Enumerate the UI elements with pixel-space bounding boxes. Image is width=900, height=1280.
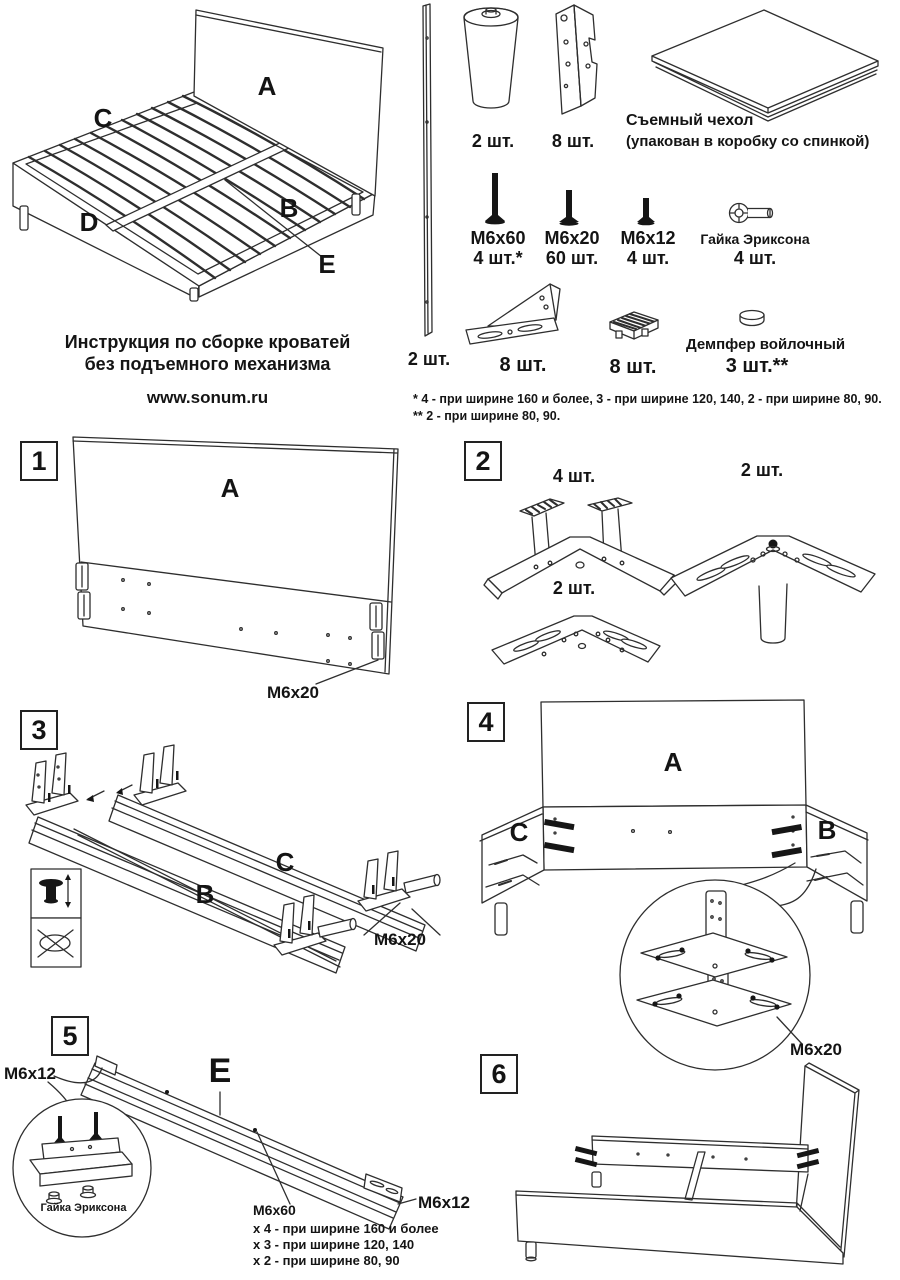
step2-plate-leg-drawing xyxy=(665,498,885,658)
step-3-number: 3 xyxy=(20,710,58,750)
page-title-line2: без подъемного механизма xyxy=(84,354,331,374)
step2-qty-top: 4 шт. xyxy=(552,466,596,486)
slat-strip-drawing xyxy=(414,2,440,344)
footnote-2: ** 2 - при ширине 80, 90. xyxy=(413,409,561,423)
overview-label-a: A xyxy=(257,71,277,101)
screw-m6x60-name: M6x60 xyxy=(470,228,526,248)
screw-m6x12-icon xyxy=(636,196,656,226)
cover-drawing xyxy=(646,4,884,126)
step1-label-a: A xyxy=(220,473,240,503)
screw-m6x60-icon xyxy=(483,171,507,227)
felt-damper-qty: 3 шт.** xyxy=(725,355,789,377)
overview-label-c: C xyxy=(93,103,113,133)
step5-note-line2: x 3 - при ширине 120, 140 xyxy=(253,1237,415,1252)
step3-screw-label: M6x20 xyxy=(374,930,426,949)
step4-label-a: A xyxy=(663,747,683,777)
step5-nut-label: Гайка Эриксона xyxy=(40,1202,127,1214)
step5-note-line3: x 2 - при ширине 80, 90 xyxy=(253,1253,400,1268)
screw-m6x20-icon xyxy=(558,188,580,227)
website-link: www.sonum.ru xyxy=(146,388,269,407)
mount-bracket-qty: 8 шт. xyxy=(499,354,547,376)
screw-m6x20-qty: 60 шт. xyxy=(545,248,599,268)
step1-screw-label: M6x20 xyxy=(267,683,319,702)
overview-label-d: D xyxy=(79,207,99,237)
erikson-nut-name: Гайка Эриксона xyxy=(700,231,810,247)
erikson-nut-icon xyxy=(728,202,776,224)
overview-bed-drawing xyxy=(0,0,412,308)
felt-damper-icon xyxy=(738,308,766,328)
step6-frame-drawing xyxy=(488,1048,888,1280)
step2-qty-bottom: 2 шт. xyxy=(552,578,596,598)
overview-label-e: E xyxy=(318,249,336,279)
screw-m6x12-qty: 4 шт. xyxy=(626,248,670,268)
erikson-nut-qty: 4 шт. xyxy=(733,248,777,268)
step-5-number: 5 xyxy=(51,1016,89,1056)
felt-damper-name: Демпфер войлочный xyxy=(686,336,846,353)
step5-note-title: M6x60 xyxy=(253,1202,296,1218)
screw-m6x12-name: M6x12 xyxy=(620,228,676,248)
mount-bracket-drawing xyxy=(458,276,588,346)
leg-qty: 2 шт. xyxy=(471,131,515,151)
cover-name: Съемный чехол xyxy=(626,112,754,129)
step4-label-c: C xyxy=(509,817,529,847)
step5-screw-right-label: M6x12 xyxy=(418,1193,470,1212)
screw-m6x60-qty: 4 шт.* xyxy=(473,248,523,268)
leg-part-drawing xyxy=(460,4,522,116)
step5-label-e: E xyxy=(208,1052,232,1090)
screw-m6x20-name: M6x20 xyxy=(544,228,600,248)
step2-plate-drawing xyxy=(482,590,677,695)
step-4-number: 4 xyxy=(467,702,505,742)
step3-label-c: C xyxy=(275,847,295,877)
corner-bracket-drawing xyxy=(543,2,603,114)
slat-block-drawing xyxy=(600,306,664,350)
step-2-number: 2 xyxy=(464,441,502,481)
step3-label-b: B xyxy=(195,879,215,909)
corner-bracket-qty: 8 шт. xyxy=(551,131,595,151)
step5-note-line1: x 4 - при ширине 160 и более xyxy=(253,1221,439,1236)
step-1-number: 1 xyxy=(20,441,58,481)
overview-label-b: B xyxy=(279,193,299,223)
step4-label-b: B xyxy=(817,815,837,845)
step-6-number: 6 xyxy=(480,1054,518,1094)
step1-headboard-drawing xyxy=(45,432,417,694)
step5-screw-left-label: M6x12 xyxy=(4,1064,56,1083)
footnote-1: * 4 - при ширине 160 и более, 3 - при ширине 120, 140, 2 - при ширине 80, 90. xyxy=(413,392,882,406)
step2-qty-right: 2 шт. xyxy=(740,460,784,480)
slat-strip-qty: 2 шт. xyxy=(407,349,451,369)
slat-block-qty: 8 шт. xyxy=(609,356,657,378)
step4-screw-label: M6x20 xyxy=(790,1040,842,1059)
step3-warning-box xyxy=(30,868,84,970)
cover-note: (упакован в коробку со спинкой) xyxy=(626,133,870,150)
page-title-line1: Инструкция по сборке кроватей xyxy=(64,332,351,352)
